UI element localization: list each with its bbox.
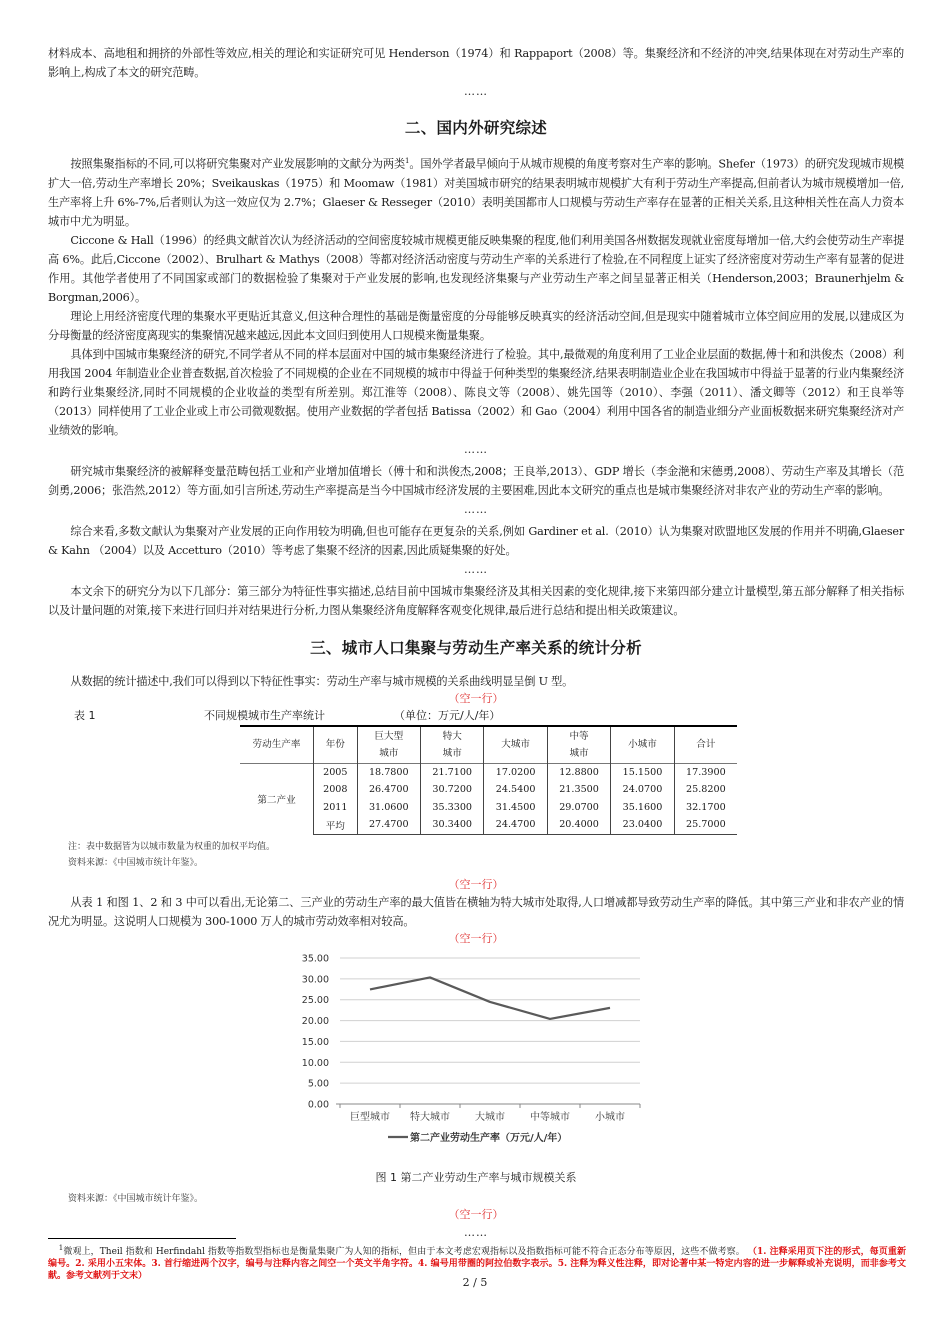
- value-cell: 17.3900: [674, 763, 737, 781]
- blank-line-marker: （空一行）: [448, 691, 504, 705]
- figure-1-chart: [0, 947, 950, 1169]
- value-cell: 31.4500: [484, 799, 547, 817]
- value-cell: 24.0700: [611, 781, 674, 799]
- figure-caption: 图 1 第二产业劳动生产率与城市规模关系: [375, 1170, 577, 1184]
- value-cell: 24.4700: [484, 816, 547, 834]
- table-title: 不同规模城市生产率统计: [204, 708, 325, 722]
- value-cell: 26.4700: [357, 781, 420, 799]
- y-tick-label: 35.00: [301, 953, 329, 965]
- header-cell: 大城市: [484, 726, 547, 764]
- line-chart: [0, 947, 950, 1169]
- header-cell: 特大 城市: [421, 726, 484, 764]
- value-cell: 30.7200: [421, 781, 484, 799]
- value-cell: 20.4000: [547, 816, 610, 834]
- ellipsis: ……: [464, 1225, 488, 1239]
- y-tick-label: 0.00: [307, 1099, 329, 1111]
- value-cell: 15.1500: [611, 763, 674, 781]
- section2-paragraph-7: 本文余下的研究分为以下几部分：第三部分为特征性事实描述,总结目前中国城市集聚经济及其相关因素的变化规律,接下来第四部分建立计量模型,第五部分解释了相关指标以及计量问题的对策,接下来进行回归并对结果进行分析,力图从集聚经济角度解释客观变化规律,最后进行总结和提出相关政策建议。: [48, 584, 904, 617]
- year-cell: 平均: [314, 816, 358, 834]
- value-cell: 29.0700: [547, 799, 610, 817]
- table-note: 注：表中数据皆为以城市数量为权重的加权平均值。: [68, 841, 276, 852]
- y-tick-label: 30.00: [301, 974, 329, 986]
- value-cell: 35.3300: [421, 799, 484, 817]
- value-cell: 24.5400: [484, 781, 547, 799]
- header-cell: 小城市: [611, 726, 674, 764]
- value-cell: 35.1600: [611, 799, 674, 817]
- series-line: [370, 977, 610, 1018]
- table-row: [240, 816, 737, 834]
- para-text: 。国外学者最早倾向于从城市规模的角度考察对生产率的影响。Shefer（1973）的研究发现城市规模扩大一倍,劳动生产率增长 20%；Sveikauskas（1975）和 Moomaw（1981）对美国城市研究的结果表明城市规模扩大有利于劳动生产率提高,但前者认为城市规模增加一倍,生产率将上升 6%-7%,后者则认为这一效应仅为 2.7%；Glaeser & Resseger（2010）表明美国都市人口规模与劳动生产率存在显著的正相关关系,且这种相关性在高人力资本城市中尤为明显。: [48, 157, 904, 228]
- value-cell: 32.1700: [674, 799, 737, 817]
- para-text: 按照集聚指标的不同,可以将研究集聚对产业发展影响的文献分为两类: [70, 157, 405, 171]
- header-cell: 巨大型 城市: [357, 726, 420, 764]
- footnote-separator: [48, 1238, 236, 1239]
- legend-label: 第二产业劳动生产率（万元/人/年）: [410, 1132, 568, 1144]
- table-caption: [48, 707, 904, 725]
- value-cell: 17.0200: [484, 763, 547, 781]
- section-3-heading: 三、城市人口集聚与劳动生产率关系的统计分析: [310, 638, 642, 657]
- header-cell: 劳动生产率: [252, 739, 301, 751]
- section2-paragraph-2: Ciccone & Hall（1996）的经典文献首次认为经济活动的空间密度较城市规模更能反映集聚的程度,他们利用美国各州数据发现就业密度每增加一倍,大约会使劳动生产率提高 6%。此后,Ciccone（2002）、Brulhart & Mathys（2008）等都对经济活动密度与劳动生产率的关系进行了检验,在不同程度上证实了经济密度对劳动生产率有显著的促进作用。其他学者使用了不同国家或部门的数据检验了集聚对于产业发展的影响,也发现经济集聚与产业劳动生产率之间呈显著正相关（Henderson,2003；Braunerhjelm & Borgman,2006）。: [48, 233, 904, 304]
- value-cell: 12.8800: [547, 763, 610, 781]
- footnote-ref[interactable]: 1: [405, 157, 410, 165]
- blank-line-marker: （空一行）: [448, 1207, 504, 1221]
- value-cell: 27.4700: [357, 816, 420, 834]
- year-cell: 2008: [314, 781, 358, 799]
- blank-line-marker: （空一行）: [448, 931, 504, 945]
- x-tick-label: 巨型城市: [350, 1111, 390, 1123]
- ellipsis: ……: [464, 502, 488, 516]
- section3-paragraph-1: 从数据的统计描述中,我们可以得到以下特征性事实：劳动生产率与城市规模的关系曲线明显呈倒 U 型。: [70, 674, 574, 688]
- x-tick-label: 特大城市: [410, 1111, 450, 1123]
- value-cell: 30.3400: [421, 816, 484, 834]
- footnote-text: 微观上，Theil 指数和 Herfindahl 指数等指数型指标也是衡量集聚广为人知的指标，但由于本文考虑宏观指标以及指数指标可能不符合正态分布等原因，这些不做考察。: [63, 1247, 745, 1257]
- header-cell: 合计: [674, 726, 737, 764]
- section2-paragraph-5: 研究城市集聚经济的被解释变量范畴包括工业和产业增加值增长（傅十和和洪俊杰,2008；王良举,2013）、GDP 增长（李金滟和宋德勇,2008）、劳动生产率及其增长（范剑勇,2006；张浩然,2012）等方面,如引言所述,劳动生产率提高是当今中国城市经济发展的主要困难,因此本文研究的重点也是城市集聚经济对非农产业的劳动生产率的影响。: [48, 464, 904, 497]
- value-cell: 23.0400: [611, 816, 674, 834]
- section2-paragraph-4: 具体到中国城市集聚经济的研究,不同学者从不同的样本层面对中国的城市集聚经济进行了检验。其中,最微观的角度利用了工业企业层面的数据,傅十和和洪俊杰（2008）利用我国 2004 年制造业企业普查数据,首次检验了不同规模的企业在不同规模的城市中得益于何种类型的集聚经济,结果表明制造业企业在我国城市中得益于显著的行业内集聚经济和跨行业集聚经济,同时不同规模的企业收益的类型有所差别。郑江淮等（2008）、陈良文等（2008）、姚先国等（2010）、李强（2011）、潘文卿等（2012）和王良举等（2013）同样使用了工业企业或上市公司微观数据。使用产业数据的学者包括 Batissa（2002）和 Gao（2004）利用中国各省的制造业细分产业面板数据来研究集聚经济对产业绩效的影响。: [48, 347, 904, 437]
- section3-paragraph-2: 从表 1 和图 1、2 和 3 中可以看出,无论第二、三产业的劳动生产率的最大值皆在横轴为特大城市处取得,人口增减都导致劳动生产率的降低。其中第三产业和非农产业的情况尤为明显。这说明人口规模为 300-1000 万人的城市劳动效率相对较高。: [48, 895, 904, 928]
- y-tick-label: 10.00: [301, 1057, 329, 1069]
- footnote-number: 1: [58, 1244, 64, 1252]
- productivity-table: [240, 725, 737, 835]
- header-cell: 中等 城市: [547, 726, 610, 764]
- ellipsis: ……: [464, 562, 488, 576]
- value-cell: 21.7100: [421, 763, 484, 781]
- section2-paragraph-1: [48, 152, 904, 231]
- figure-source: 资料来源：《中国城市统计年鉴》。: [68, 1193, 204, 1204]
- table-header-row: [240, 726, 737, 764]
- section-2-heading: 二、国内外研究综述: [404, 119, 548, 137]
- footnote-instruction: （1. 注释采用页下注的形式，每页重新编号。2. 采用小五宋体。3. 首行缩进两个汉字，编号与注释内容之间空一个英文半角字符。4. 编号用带圈的阿拉伯数字表示。5. 注释为释义性注释，即对论著中某一特定内容的进一步解释或补充说明，而非参考文献。参考文献列于文末）: [48, 1247, 906, 1281]
- ellipsis: ……: [464, 85, 488, 98]
- x-tick-label: 大城市: [475, 1111, 505, 1123]
- blank-line-marker: （空一行）: [448, 877, 504, 891]
- value-cell: 31.0600: [357, 799, 420, 817]
- y-tick-label: 20.00: [301, 1015, 329, 1027]
- table-row: [240, 763, 737, 781]
- x-tick-label: 小城市: [595, 1111, 625, 1123]
- section2-paragraph-3: 理论上用经济密度代理的集聚水平更贴近其意义,但这种合理性的基础是衡量密度的分母能够反映真实的经济活动空间,但是现实中随着城市立体空间应用的发展,以建成区为分母衡量的经济密度离现实的集聚情况越来越远,因此本文回归到使用人口规模来衡量集聚。: [48, 309, 904, 342]
- document-page: [48, 44, 904, 1245]
- table-number: 表 1: [74, 708, 96, 722]
- x-tick-label: 中等城市: [530, 1111, 570, 1123]
- intro-paragraph: 材料成本、高地租和拥挤的外部性等效应,相关的理论和实证研究可见 Henderson（1974）和 Rappaport（2008）等。集聚经济和不经济的冲突,结果体现在对劳动生产率的影响上,构成了本文的研究范畴。: [48, 47, 904, 79]
- y-tick-label: 5.00: [307, 1078, 329, 1090]
- value-cell: 21.3500: [547, 781, 610, 799]
- header-cell: 年份: [314, 726, 358, 764]
- year-cell: 2005: [314, 763, 358, 781]
- page-number: 2 / 5: [462, 1276, 488, 1289]
- section2-paragraph-6: 综合来看,多数文献认为集聚对产业发展的正向作用较为明确,但也可能存在更复杂的关系,例如 Gardiner et al.（2010）认为集聚对欧盟地区发展的作用并不明确,Glaeser & Kahn （2004）以及 Accetturo（2010）等考虑了集聚不经济的因素,因此质疑集聚的好处。: [48, 524, 904, 557]
- ellipsis: ……: [464, 442, 488, 456]
- y-tick-label: 25.00: [301, 994, 329, 1006]
- value-cell: 25.8200: [674, 781, 737, 799]
- value-cell: 25.7000: [674, 816, 737, 834]
- value-cell: 18.7800: [357, 763, 420, 781]
- table-row: [240, 799, 737, 817]
- table-row: [240, 781, 737, 799]
- year-cell: 2011: [314, 799, 358, 817]
- category-cell: 第二产业: [257, 794, 296, 806]
- table-unit: （单位：万元/人/年）: [394, 708, 501, 722]
- table-source: 资料来源：《中国城市统计年鉴》。: [68, 857, 204, 868]
- y-tick-label: 15.00: [301, 1036, 329, 1048]
